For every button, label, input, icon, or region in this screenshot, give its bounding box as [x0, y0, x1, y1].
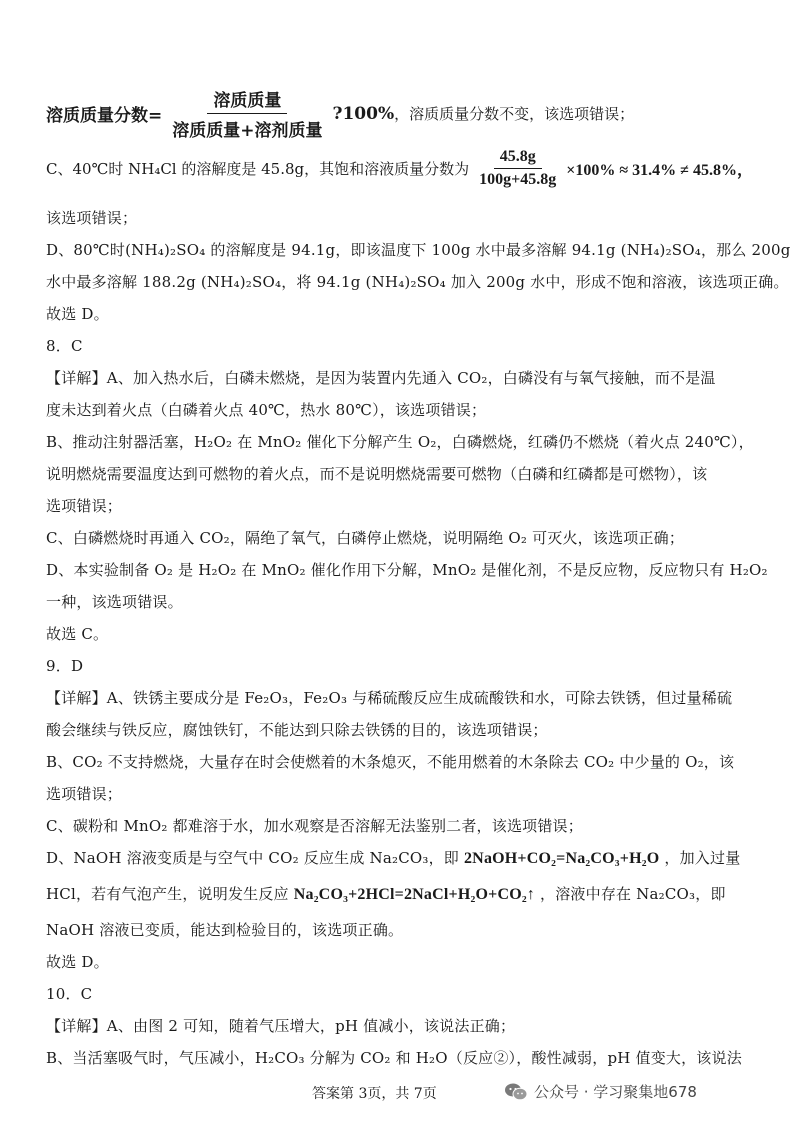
- fraction-denominator: 溶质质量+溶剂质量: [172, 121, 323, 141]
- text-line: 【详解】A、由图 2 可知，随着气压增大，pH 值减小，该说法正确；: [46, 1017, 516, 1035]
- formula-tail: ?100%: [332, 103, 395, 124]
- wechat-icon: [504, 1082, 528, 1102]
- formula2-tail: ×100% ≈ 31.4% ≠ 45.8%，: [566, 162, 753, 179]
- text-line: 度未达到着火点（白磷着火点 40℃，热水 80℃），该选项错误；: [46, 401, 487, 419]
- text-line: 选项错误；: [46, 785, 123, 803]
- formula-c-option: [46, 148, 753, 189]
- text-line: C、白磷燃烧时再通入 CO₂，隔绝了氧气，白磷停止燃烧，说明隔绝 O₂ 可灭火，该选项正确；: [46, 529, 685, 547]
- text-line-equation: [46, 884, 760, 905]
- text-line: 故选 D。: [46, 305, 109, 323]
- text-line: B、CO₂ 不支持燃烧，大量存在时会使燃着的木条熄灭，不能用燃着的木条除去 CO₂ 中少量的 O₂，该: [46, 753, 735, 771]
- fraction-2-numerator: 45.8g: [494, 148, 542, 169]
- watermark-text: 公众号 · 学习聚集地678: [534, 1083, 697, 1101]
- page-footer: 答案第 3页，共 7页: [312, 1086, 437, 1102]
- formula-mass-fraction: [46, 86, 634, 141]
- line-d-post: ，加入过量: [664, 849, 741, 867]
- watermark: [504, 1081, 697, 1102]
- formula-after: ，溶质质量分数不变，该选项错误；: [394, 105, 635, 123]
- question-number: 9．D: [46, 657, 84, 675]
- question-number: 8．C: [46, 337, 83, 355]
- text-line: C、碳粉和 MnO₂ 都难溶于水，加水观察是否溶解无法鉴别二者，该选项错误；: [46, 817, 583, 835]
- line-hcl-post: ，溶液中存在 Na₂CO₃，即: [540, 885, 726, 903]
- text-line: D、80℃时(NH₄)₂SO₄ 的溶解度是 94.1g，即该温度下 100g 水中最多溶解 94.1g (NH₄)₂SO₄，那么 200g: [46, 241, 791, 259]
- text-line: D、本实验制备 O₂ 是 H₂O₂ 在 MnO₂ 催化作用下分解，MnO₂ 是催化剂，不是反应物，反应物只有 H₂O₂: [46, 561, 768, 579]
- question-number: 10．C: [46, 985, 93, 1003]
- line-hcl-pre: HCl，若有气泡产生，说明发生反应: [46, 885, 289, 903]
- text-line: NaOH 溶液已变质，能达到检验目的，该选项正确。: [46, 921, 404, 939]
- text-line: 故选 C。: [46, 625, 109, 643]
- line-d-pre: D、NaOH 溶液变质是与空气中 CO₂ 反应生成 Na₂CO₃，即: [46, 849, 460, 867]
- text-line: 酸会继续与铁反应，腐蚀铁钉，不能达到只除去铁锈的目的，该选项错误；: [46, 721, 548, 739]
- text-line: 水中最多溶解 188.2g (NH₄)₂SO₄，将 94.1g (NH₄)₂SO₄ 加入 200g 水中，形成不饱和溶液，该选项正确。: [46, 273, 789, 291]
- fraction-2: [473, 148, 562, 189]
- fraction: [166, 86, 328, 141]
- text-line: 【详解】A、加入热水后，白磷未燃烧，是因为装置内先通入 CO₂，白磷没有与氧气接触，而不是温: [46, 369, 716, 387]
- text-line: 该选项错误；: [46, 209, 138, 227]
- text-line: B、当活塞吸气时，气压减小，H₂CO₃ 分解为 CO₂ 和 H₂O（反应②），酸性减弱，pH 值变大，该说法: [46, 1049, 742, 1067]
- text-line: 故选 D。: [46, 953, 109, 971]
- text-line: 【详解】A、铁锈主要成分是 Fe₂O₃，Fe₂O₃ 与稀硫酸反应生成硫酸铁和水，可除去铁锈，但过量稀硫: [46, 689, 733, 707]
- chemical-equation: 2NaOH+CO₂=Na₂CO₃+H₂O: [463, 850, 660, 867]
- formula2-lead: C、40℃时 NH₄Cl 的溶解度是 45.8g，其饱和溶液质量分数为: [46, 160, 470, 178]
- formula-lead: 溶质质量分数=: [46, 106, 163, 126]
- fraction-numerator: 溶质质量: [207, 86, 287, 114]
- text-line: 说明燃烧需要温度达到可燃物的着火点，而不是说明燃烧需要可燃物（白磷和红磷都是可燃物），该: [46, 465, 708, 483]
- text-line: 一种，该选项错误。: [46, 593, 183, 611]
- fraction-2-denominator: 100g+45.8g: [479, 171, 557, 188]
- text-line-equation: [46, 848, 760, 869]
- text-line: 选项错误；: [46, 497, 123, 515]
- chemical-equation: Na₂CO₃+2HCl=2NaCl+H₂O+CO₂↑: [293, 886, 536, 903]
- text-line: B、推动注射器活塞，H₂O₂ 在 MnO₂ 催化下分解产生 O₂，白磷燃烧，红磷仍不燃烧（着火点 240℃），: [46, 433, 754, 451]
